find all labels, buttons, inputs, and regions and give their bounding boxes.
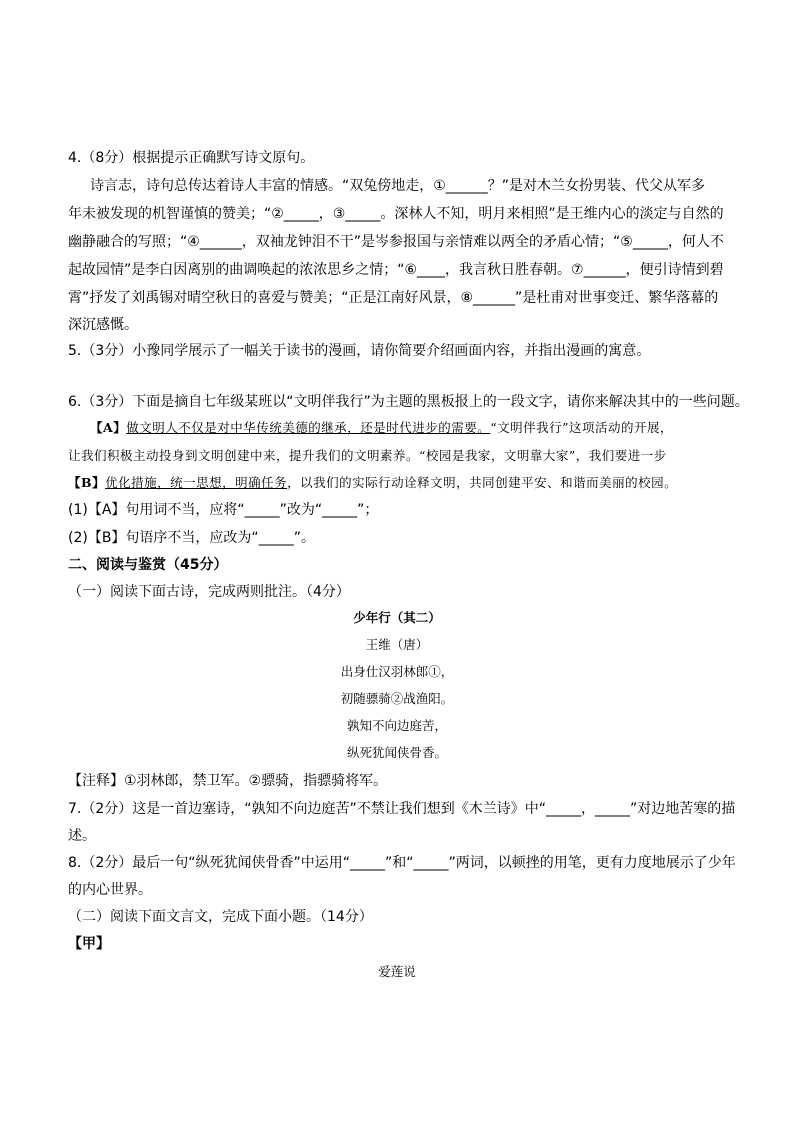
poem-note: 【注释】①羽林郎，禁卫军。②骠骑，指骠骑将军。 <box>68 773 388 789</box>
section-2-heading: 二、阅读与鉴赏（45分） <box>68 557 228 573</box>
q8-line-2: 的内心世界。 <box>68 882 152 898</box>
passage-b-underlined: 优化措施，统一思想，明确任务 <box>105 475 288 490</box>
poem-title: 少年行（其二） <box>353 610 441 625</box>
poem-line-3: 孰知不向边庭苦， <box>346 718 447 733</box>
q6-sub-2: (2)【B】句语序不当，应改为“_____”。 <box>68 530 315 546</box>
passage-b-rest: ，以我们的实际行动诠释文明，共同创建平安、和谐而美丽的校园。 <box>287 475 678 490</box>
q4-line-4: 起故园情”是李白因离别的曲调唤起的浓浓思乡之情；“⑥____，我言秋日胜春朝。⑦______，便引诗情到碧 <box>68 262 724 278</box>
part-2-tag: 【甲】 <box>68 936 110 952</box>
passage-a-underlined: 做文明人不仅是对中华传统美德的继承，还是时代进步的需要。 <box>126 420 491 435</box>
q7-line-2: 述。 <box>68 828 96 844</box>
poem-line-2: 初随骠骑②战渔阳。 <box>340 691 454 706</box>
essay-title: 爱莲说 <box>378 964 416 979</box>
q6-passage-line-1 <box>90 418 673 438</box>
q8-line-1: 8.（2分）最后一句“纵死犹闻侠骨香”中运用“_____”和“_____”两词，以顿挫的用笔，更有力度地展示了少年 <box>68 855 736 871</box>
q6-title: 6.（3分）下面是摘自七年级某班以“文明伴我行”为主题的黑板报上的一段文字，请你来解决其中的一些问题。 <box>68 394 749 410</box>
passage-a-rest: “文明伴我行”这项活动的开展， <box>490 420 674 435</box>
q4-line-3: 幽静融合的写照；“④______，双袖龙钟泪不干”是岑参报国与亲情难以两全的矛盾心情；“⑤_____，何人不 <box>68 234 724 250</box>
q4-line-5: 霄”抒发了刘禹锡对晴空秋日的喜爱与赞美；“正是江南好风景，⑧______”是杜甫对世事变迁、繁华落幕的 <box>68 290 719 306</box>
poem-line-4: 纵死犹闻侠骨香。 <box>346 745 447 760</box>
poem-author: 王维（唐） <box>365 637 429 652</box>
passage-b-tag: 【B】 <box>68 475 106 490</box>
q5-text: 5.（3分）小豫同学展示了一幅关于读书的漫画，请你简要介绍画面内容，并指出漫画的寓意。 <box>68 343 651 359</box>
q4-line-6: 深沉感慨。 <box>68 317 138 333</box>
part-1-title: （一）阅读下面古诗，完成两则批注。（4分） <box>68 584 350 600</box>
q6-sub-1: (1)【A】句用词不当，应将“_____”改为“_____”； <box>68 502 379 518</box>
poem-line-1: 出身仕汉羽林郎①， <box>340 664 454 679</box>
q4-title: 4.（8分）根据提示正确默写诗文原句。 <box>68 150 315 166</box>
q7-line-1: 7.（2分）这是一首边塞诗，“孰知不向边庭苦”不禁让我们想到《木兰诗》中“_____，_____”对边地苦寒的描 <box>68 801 736 817</box>
part-2-title: （二）阅读下面文言文，完成下面小题。（14分） <box>68 909 373 925</box>
q6-passage-line-2: 让我们积极主动投身到文明创建中来，提升我们的文明素养。“校园是我家，文明靠大家”，我们要进一步 <box>68 448 667 463</box>
q4-line-2: 年未被发现的机智谨慎的赞美；“②_____，③_____。深林人不知，明月来相照”是王维内心的淡定与自然的 <box>68 206 724 222</box>
q4-line-1: 诗言志，诗句总传达着诗人丰富的情感。“双兔傍地走，①______？”是对木兰女扮男装、代父从军多 <box>90 178 706 194</box>
q6-passage-line-3 <box>68 473 677 493</box>
passage-a-tag: 【A】 <box>90 420 127 435</box>
